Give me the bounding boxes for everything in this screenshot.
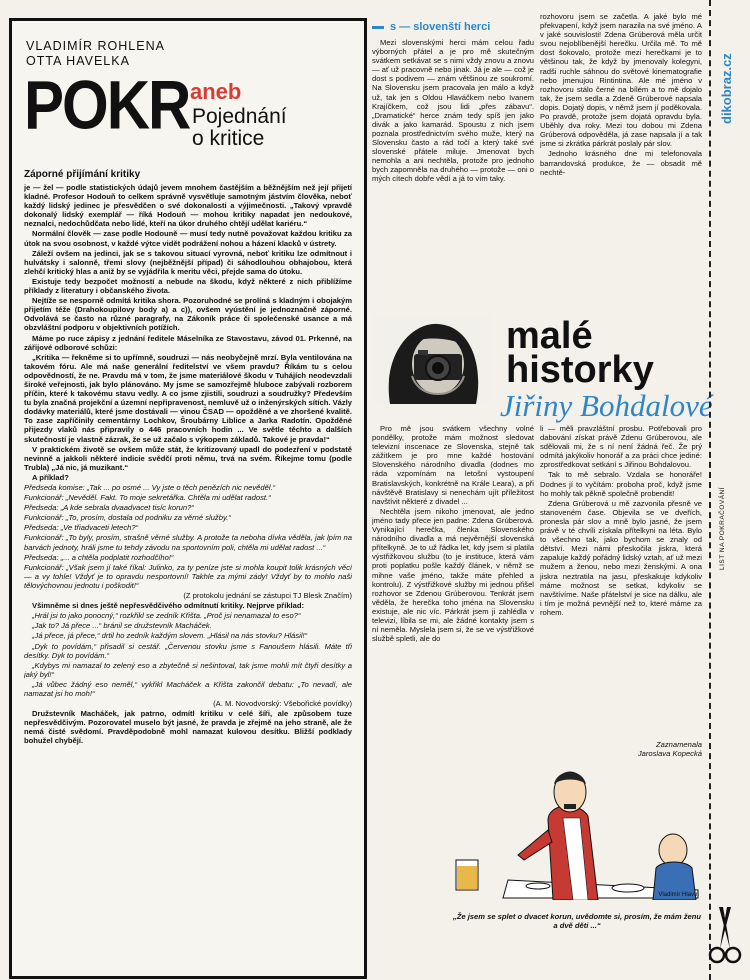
dialogue-line: Předseda: „... a chtěla podplatit rozhodčího!“ xyxy=(24,552,174,562)
source-credit: (Z protokolu jednání se zástupci TJ Blesk Značím) xyxy=(183,591,352,601)
restaurant-cartoon-image xyxy=(448,760,703,900)
author-1: VLADIMÍR ROHLENA xyxy=(26,39,165,53)
dialogue-line: Předseda komise: „Tak ... po osmé ... Vy jste o těch penězích nic nevěděl.“ xyxy=(24,483,276,492)
section-heading: Záporné přijímání kritiky xyxy=(24,169,141,180)
paragraph: li — měli pravzláštní prosbu. Potřebovali pro dabování získat právě Zdenu Grúberovou, ale sdělovali mi, že s ní není žádná řeč. Že prý odmítá jakýkoliv honorář a za práci chce jediné: zprostředkovat setkání s Jiřinou Bohdalovou. xyxy=(540,424,702,470)
dialogue-line: „Jak to? Já přece ...“ bránil se družstevník Macháček. xyxy=(32,621,212,631)
dialogue-line: Funkcionář: „Však jsem jí také říkal: Julinko, za ty peníze jste si mohla koupit tolik krásných věcí — a vy tohle! Vždyť je to opravdu nesportovní! Takhle za mými zády! Vždyť by to mohlo naši tělovýchovnou jednotu i poškodit!“ xyxy=(24,562,352,590)
title-aneb: aneb xyxy=(190,79,242,104)
dialogue-line: „Já vůbec žádný eso neměl,“ vykřikl Macháček a Křišta zakončil debatu: „To nevadí, ale namazat jsi ho moh!“ xyxy=(24,679,352,698)
dialogue-line: „Kdybys mi namazal to zelený eso a zbytečně si nešintoval, tak jsme mohli mít čtyři desítky a jaký byl!“ xyxy=(24,660,352,679)
paragraph: je — žel — podle statistických údajů jevem mnohem častějším a běžnějším než její přijetí kladné. Profesor Hodouň to celkem správně vysvětluje samotným jástvím člověka, neboť každý lidský jedinec je přesvědčen o své dokonalosti a výjimečnosti. „Takový vpravdě dokonalý lidský exemplář — říká Hodouň — mohou kritiky napadat jen nedoukové, neznalci, nedochůdčata nebo lidé, kteří na úkor druhého chtějí udělat kariéru.“ xyxy=(24,183,352,229)
continuation-note: LIST NA POKRAČOVÁNÍ xyxy=(719,486,726,570)
subtitle-line-2: o kritice xyxy=(192,127,265,150)
paragraph: rozhovoru jsem se začetla. A jaké bylo mé překvapení, když jsem narazila na své jméno. A v jaké souvislosti! Zdena Grúberová měla určit svou nejoblíbenější herečku. Určila mě. To mě dost šokovalo, protože mezi herečkami je to většinou tak, že když by jmenovaly kolegyni, radši ruchle sáhnou do světové kinematografie nebo jmenujou Rintintina. Ale mé jméno v rozhovoru stálo černé na bílém a to mě dojalo tak, že jsem sedla a Zdeně Grúberové napsala dopis. Dojatý dopis, v němž jsem jí poděkovala. Po pravdě, protože jsem dojatá opravdu byla. Uběhly dva roky. Mezi tou dobou mi Zdena Grúberová odpověděla, já zase napsala jí a tak jsme si zkrátka párkrát poslaly pár slov. xyxy=(540,12,702,149)
left-body xyxy=(24,169,352,969)
bottom-col-1 xyxy=(372,424,534,800)
paragraph: Tak to mě sebralo. Vzdala se honoráře! Dodnes jí to vyčítám: proboha proč, když jsme ho mohly tak pěkně společně probendit! xyxy=(540,470,702,498)
paragraph: Existuje tedy bezpočet možností a nebude na škodu, když některé z nich přiblížíme příklady z literatury i občanského života. xyxy=(24,276,352,296)
paragraph: Záleží ovšem na jedinci, jak se s takovou situací vyrovná, neboť kritiku lze odmítnout i hulvátsky i salonně, třemi slovy (nejběžnější případ) či sáhodlouhou obhajobou, která zlehčí kritický hlas a aniž by se vyjádřila k meritu věci, přejde sama do útoku. xyxy=(24,248,352,276)
paragraph: Máme po ruce zápisy z jednání ředitele Máselníka ze Stavostavu, závod 01. Prkenné, na zářijové odborové schůzi: xyxy=(24,333,352,352)
source-credit: (A. M. Novodvorský: Všebořické povídky) xyxy=(213,699,352,709)
top-col-2 xyxy=(540,12,702,306)
dialogue-line: Předseda: „Ve třiadvaceti letech?“ xyxy=(24,523,139,533)
paragraph: Normální člověk — zase podle Hodouně — musí tedy nutně považovat každou kritiku za útok na svou osobnost, v každé výtce vidět podrážení nohou a házení klacků v ústrety. xyxy=(24,229,352,248)
cartoon-caption: „Že jsem se splet o dvacet korun, uvědomte si, prosím, že mám ženu a dvě děti ...“ xyxy=(452,912,702,930)
dialogue-line: Předseda: „A kde sebrala dvaadvacet tisíc korun?“ xyxy=(24,503,194,513)
site-watermark: dikobraz.cz xyxy=(719,53,734,124)
paragraph: Družstevník Macháček, jak patrno, odmítl kritiku v celé šíři, ale způsobem tuze nepřesvědčivým. Pozorovatel muselo být jasné, že pravda je zřejmě na jeho straně, ale že nemá čisté svědomí. Pravděpodobně mohl namazat kulovou desítku. Bližší podklady bohužel chybějí. xyxy=(24,709,352,746)
subtitle-line-1: Pojednání xyxy=(192,105,287,128)
dialogue-line: „Hrál jsi to jako ponocný,“ rozkřikl se zedník Křišta. „Proč jsi nenamazal to eso?“ xyxy=(32,611,301,621)
scissors-icon xyxy=(707,905,743,965)
author-2: OTTA HAVELKA xyxy=(26,54,130,68)
feature-heading-line-1: malé xyxy=(506,315,593,357)
paragraph: V praktickém životě se ovšem může stát, že kritizovaný upadl do podezření v podstatě nevinně a jakkoli některé indicie svědčí proti němu, trvá na svém. Říkejme tomu (podle Trubla) „Já nic, já muzikant.“ xyxy=(24,444,352,472)
bottom-col-2 xyxy=(540,424,702,734)
dialogue-line: Funkcionář: „To byly, prosím, strašně věrné služby. A protože ta neboha dívka věděla, jak lpím na barvách jednoty, hráli jsme tu tehdy závodu na sportovním poli, chtěla mi udělat radost ...“ xyxy=(24,533,352,552)
bohdalova-photo xyxy=(372,314,492,404)
article-subtitle xyxy=(192,106,287,150)
dialogue-line: „Dyk to povídám,“ přisadil si cestář. „Červenou stovku jsme s Fanoušem hlásili. Máte tři desítky. Dyk to povídám.“ xyxy=(24,641,352,660)
signature xyxy=(600,740,702,758)
top-col-1 xyxy=(372,38,534,306)
paragraph: Nechtěla jsem nikoho jmenovat, ale jedno jméno tady přece jen padne: Zdena Grúberová. Vynikající herečka, členka Slovenského národního divadla a má nejvěrnější slovenská přítelkyně. Je to už řádka let, kdy jsem si platila výstřižkovou službu (to je instituce, která vám proti poplatku pošle každý článek, v němž se mihne vaše jméno, takže máte přehled a kontrolu). Z výstřižkové služby mi jednou přišel rozhovor se Zdenou Grúberovou. Tenkrát jsem věděla, že herečka toho jména na Slovensku existuje, ale nic víc. Párkrát jsem ji zahlédla v televizi, líbila se mi, ale žádné kontakty jsem s ní neměla. Myslela jsem si, že se ve výstřižkové službě spletli, ale do xyxy=(372,506,534,644)
paragraph: Mezi slovenskými herci mám celou řadu výborných přátel a je pro mě skutečným svátkem setkávat se s nimi vždy znovu a znovu — ať už pracovně nebo jinak. Já je ale — což je dost s podivem — znám většinou ze soukromí. Na Slovensku jsem pracovala jen málo a když už, tak jen s Oldou Hlaváčkem nebo Ivanem Krajíčkem, což jsou lidi „přes zábavu“. „Dramatické“ herce znám tedy spíš jen jako divák a jako kamarád. Spoustu z nich jsem poznala prostřednictvím svého muže, který na Slovensku často a rád točí a který také své slovenské přátele miluje. Jmenovat bych nemohla a ani nechtěla, protože pro jednoho bych zapomněla na druhého — protože — oni o mých cítech dobře vědí a já to vím taky. xyxy=(372,38,534,184)
dialogue-line: Funkcionář: „To, prosím, dostala od podniku za věrné služby.“ xyxy=(24,513,231,523)
paragraph: A příklad? xyxy=(32,472,69,482)
paragraph: „Kritika — řekněme si to upřímně, soudruzi — nás neobyčejně mrzí. Byla ventilována na takovém fóru. Ale má naše generální ředitelství ve všem pravdu? Říkám tu s celou odpovědností, že ne. Pravdu má v tom, že jsme materiálové škodu v Tuhájích neodevzdali široké veřejnosti, jak bylo plánováno. My jsme se samozřejmě hluboce zabývali rozborem příčin, které k takovému stavu vedly. A co jsme zjistili, soudruzi a soudružky? Především tu byla značná projekční a územní nepřipravenost, nemluvě už o inženýrských sítích. Vázly dodávky materiálů, které jsme dostávali — vinou ČSAD — opožděné a ve zhoršené kvalitě. To zase zapříčinily cementárny Lochkov, Šroubárny Liblice a Jarka Radotín. Opožděné přijezdy vlaků nás připravily o 446 pracovních hodin ... Ve světle těchto a dalších skutečností je vlastně zázrak, že se už začalo s výkopem základů. Takové je pravda!“ xyxy=(24,352,352,444)
dialogue-line: Funkcionář: „Nevěděl. Fakt. To moje sekretářka. Chtěla mi udělat radost.“ xyxy=(24,493,271,503)
cartoon-credit: Vladimír Hlavín xyxy=(658,892,699,898)
paragraph: Nejtíže se nesporně odmítá kritika shora. Pozoruhodné se prolíná s kladným i obojakým přijetím téže (Drahokoupilovy body a) a c)), ovšem vyústění je jednoznačně záporné. Odvolává se často na různé paragrafy, na Zákoník práce či společenské usance a má obzvláštní podporu v objektivních potížích. xyxy=(24,296,352,333)
signature-line-2: Jaroslava Kopecká xyxy=(637,749,702,758)
photo-woman-camera-image xyxy=(372,314,492,404)
article-title: POKR xyxy=(24,66,190,144)
paragraph: Jednoho krásného dne mi telefonovala barrandovská produkce, že — obsadit mě nechtě- xyxy=(540,149,702,177)
signature-line-1: Zaznamenala xyxy=(655,740,702,749)
cartoon xyxy=(448,760,703,900)
feature-heading-name: Jiřiny Bohdalové xyxy=(500,388,713,423)
cut-line xyxy=(709,0,711,980)
top-section-title: s — slovenští herci xyxy=(390,21,491,33)
top-blue-rule xyxy=(372,26,384,29)
feature-heading-line-2: historky xyxy=(506,349,654,391)
dialogue-line: „Já přece, já přece,“ drtil ho zedník každým slovem. „Hlásil na nás stovku? Hlásil!“ xyxy=(32,631,308,641)
paragraph: Zdena Grúberová u mě zazvonila přesně ve stanoveném čase. Objevila se ve dveřích, pronesla pár slov a mně bylo jasné, že jsem právě v té chvíli získala přítelkyni na léta. Bylo to všechno tak, jako bychom se znaly od dětství. Mezi námi přeskočila jiskra, která zapaluje každý pořádný lidský vztah, ať už mezi mužem a ženou, nebo mezi ženskými. A ona jiskra neztratila na jasu, přeskakuje kdykoliv máme možnost se setkat, kdykoliv se navštívíme. Naše přátelství je sice na dálku, ale i tím je možná pevnější než to, které máme za rohem. xyxy=(540,498,702,617)
left-article-box xyxy=(9,18,367,979)
paragraph: Pro mě jsou svátkem všechny volné pondělky, protože mám možnost sledovat televizní inscenace ze Slovenska, stejně tak zážitkem je pro mne každé hostování Slovenského národního divadla (dodnes mo ráda vzpomínám na letošní vystoupení Bratislavských, konkrétně na Krále Leara), a při návštěvě Bratislavy si nenechám ujít příležitost navštívit některé z divadel ... xyxy=(372,424,534,506)
paragraph: Všimněme si dnes ještě nepřesvědčivého odmítnutí kritiky. Nejprve příklad: xyxy=(32,601,305,611)
